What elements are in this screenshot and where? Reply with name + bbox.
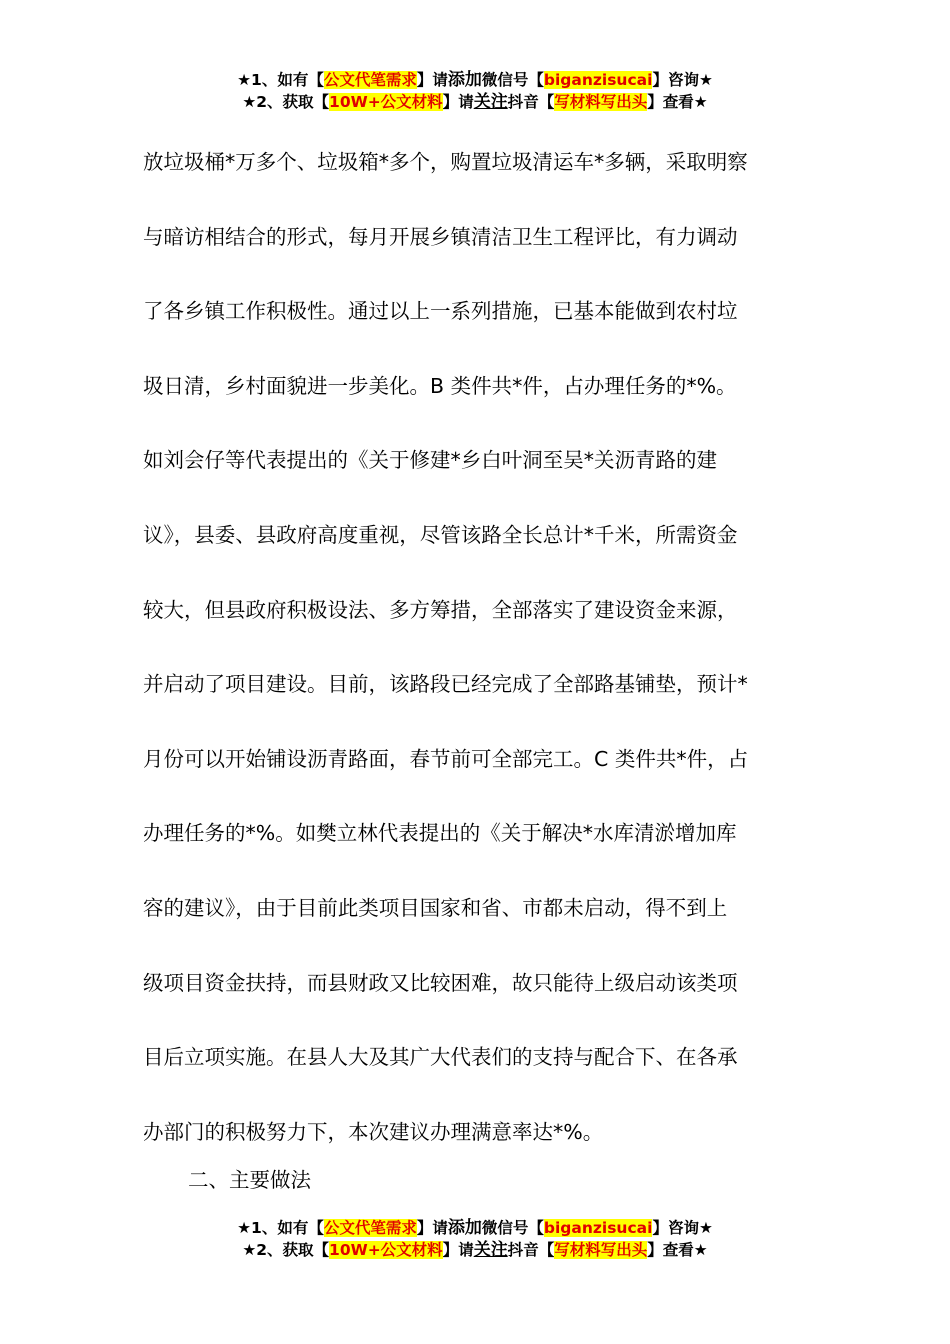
body-line: 容的建议》，由于目前此类项目国家和省、市都未启动，得不到上 xyxy=(143,895,728,920)
body-line: 办理任务的*%。如樊立林代表提出的《关于解决*水库清淤增加库 xyxy=(143,821,737,846)
body-line: 了各乡镇工作积极性。通过以上一系列措施，已基本能做到农村垃 xyxy=(143,299,738,324)
body-line: 与暗访相结合的形式，每月开展乡镇清洁卫生工程评比，有力调动 xyxy=(143,224,738,249)
highlight-writing-service: 公文代笔需求 xyxy=(323,1219,417,1237)
section-heading: 二、主要做法 xyxy=(188,1168,311,1192)
highlight-douyin-account: 写材料写出头 xyxy=(554,93,648,111)
highlight-douyin-account: 写材料写出头 xyxy=(554,1241,648,1259)
body-line: 圾日清，乡村面貌进一步美化。B 类件共*件，占办理任务的*%。 xyxy=(143,373,737,398)
body-line: 目后立项实施。在县人大及其广大代表们的支持与配合下、在各承 xyxy=(143,1045,738,1070)
body-line: 议》，县委、县政府高度重视，尽管该路全长总计*千米，所需资金 xyxy=(143,522,738,547)
banner-line-1: ★1、如有【公文代笔需求】请添加微信号【biganzisucai】咨询★ xyxy=(237,70,713,90)
highlight-wechat-id: biganzisucai xyxy=(543,1219,653,1237)
body-line: 放垃圾桶*万多个、垃圾箱*多个，购置垃圾清运车*多辆，采取明察 xyxy=(143,150,748,174)
top-banner xyxy=(0,69,950,113)
body-line: 如刘会仔等代表提出的《关于修建*乡白叶洞至吴*关沥青路的建 xyxy=(143,448,717,473)
highlight-materials: 10W+公文材料 xyxy=(329,1241,443,1259)
body-line: 月份可以开始铺设沥青路面，春节前可全部完工。C 类件共*件，占 xyxy=(143,746,749,771)
body-line: 办部门的积极努力下，本次建议办理满意率达*%。 xyxy=(143,1119,604,1144)
bottom-banner xyxy=(0,1217,950,1261)
body-line: 较大，但县政府积极设法、多方筹措，全部落实了建设资金来源， xyxy=(143,597,738,622)
body-line: 级项目资金扶持，而县财政又比较困难，故只能待上级启动该类项 xyxy=(143,970,738,995)
body-line: 并启动了项目建设。目前，该路段已经完成了全部路基铺垫，预计* xyxy=(143,672,748,697)
banner-line-2: ★2、获取【10W+公文材料】请关注抖音【写材料写出头】查看★ xyxy=(242,92,708,112)
highlight-materials: 10W+公文材料 xyxy=(329,93,443,111)
highlight-wechat-id: biganzisucai xyxy=(543,71,653,89)
highlight-writing-service: 公文代笔需求 xyxy=(323,71,417,89)
banner-line-2: ★2、获取【10W+公文材料】请关注抖音【写材料写出头】查看★ xyxy=(242,1240,708,1260)
body-paragraph xyxy=(143,125,843,1169)
banner-line-1: ★1、如有【公文代笔需求】请添加微信号【biganzisucai】咨询★ xyxy=(237,1218,713,1238)
